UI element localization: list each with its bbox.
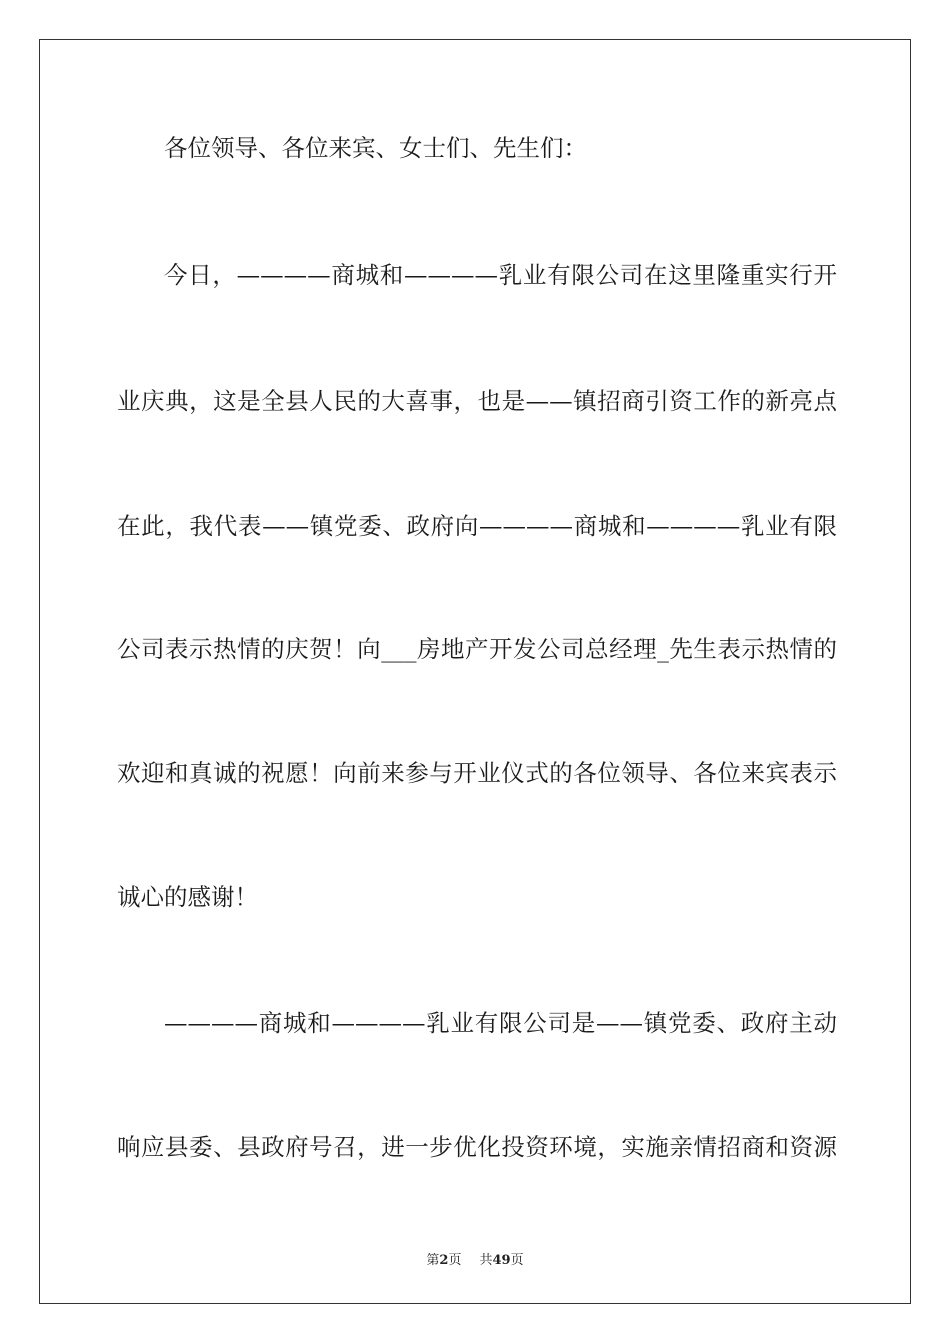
paragraph-line: 今日，————商城和————乳业有限公司在这里隆重实行开	[164, 261, 837, 289]
page-footer	[0, 1249, 950, 1268]
footer-total-suffix: 页	[510, 1253, 524, 1268]
paragraph-line: 业庆典，这是全县人民的大喜事，也是——镇招商引资工作的新亮点	[117, 387, 837, 415]
paragraph-line: 在此，我代表——镇党委、政府向————商城和————乳业有限	[117, 512, 837, 540]
paragraph-line: 诚心的感谢！	[117, 883, 258, 911]
paragraph-line: 欢迎和真诚的祝愿！向前来参与开业仪式的各位领导、各位来宾表示	[117, 759, 837, 787]
footer-page-prefix: 第	[426, 1253, 440, 1268]
footer-total-prefix: 共	[479, 1253, 493, 1268]
paragraph-line: ————商城和————乳业有限公司是——镇党委、政府主动	[164, 1009, 837, 1037]
footer-total-pages: 49	[492, 1253, 511, 1268]
salutation-line: 各位领导、各位来宾、女士们、先生们：	[164, 134, 587, 162]
paragraph-line: 公司表示热情的庆贺！向___房地产开发公司总经理_先生表示热情的	[117, 635, 837, 663]
footer-page-suffix: 页	[448, 1253, 462, 1268]
paragraph-line: 响应县委、县政府号召，进一步优化投资环境，实施亲情招商和资源	[117, 1133, 837, 1161]
page-border	[39, 39, 911, 1304]
footer-page-number: 2	[439, 1253, 449, 1268]
